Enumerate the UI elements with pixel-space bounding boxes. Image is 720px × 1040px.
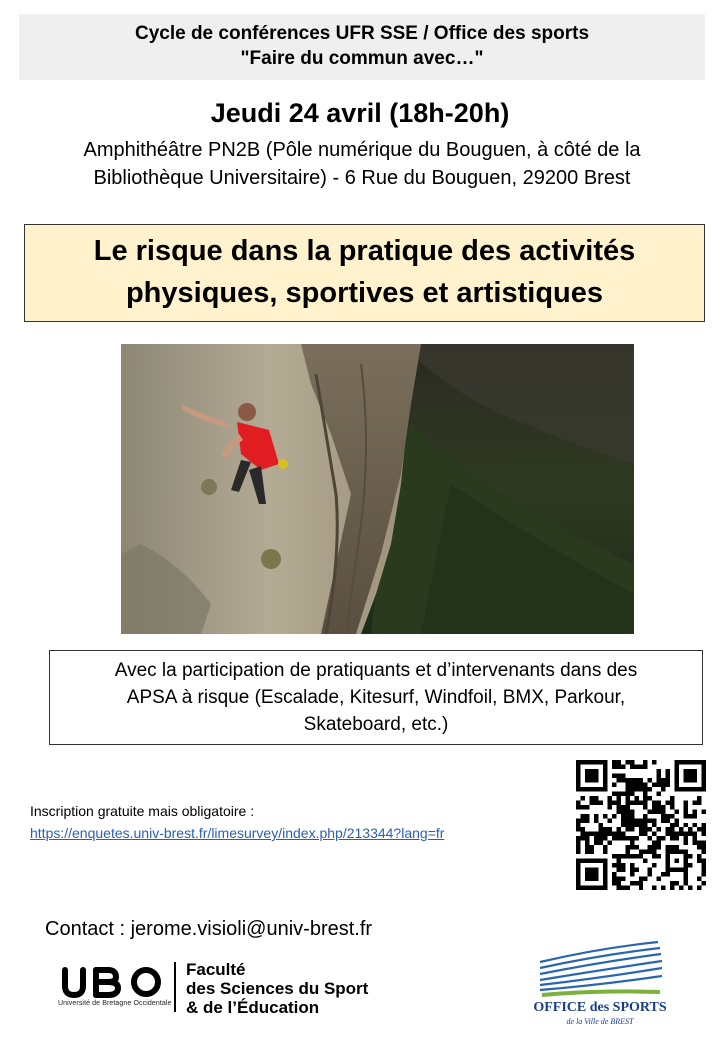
faculty-line-3: & de l’Éducation: [186, 998, 320, 1017]
inscription-info: [30, 800, 444, 844]
office-subtitle: de la Ville de BREST: [566, 1017, 634, 1026]
participation-box: [49, 650, 703, 745]
contact-info: Contact : jerome.visioli@univ-brest.fr: [45, 918, 373, 940]
event-venue: [20, 136, 704, 192]
event-date: Jeudi 24 avril (18h-20h): [210, 98, 510, 128]
header-line-1: Cycle de conférences UFR SSE / Office des sports: [134, 23, 590, 44]
title-line-1: Le risque dans la pratique des activités: [93, 235, 636, 267]
faculty-name: [186, 960, 368, 1017]
climber-photo-illustration: [121, 344, 634, 634]
participation-line-1: Avec la participation de pratiquants et d’intervenants dans des: [114, 660, 638, 681]
header-banner: [19, 14, 705, 80]
climber-photo: [121, 344, 634, 634]
qr-code-icon[interactable]: [576, 760, 706, 890]
faculty-line-1: Faculté: [186, 960, 246, 979]
header-line-2: "Faire du commun avec…": [240, 48, 484, 69]
ubo-subtitle: Université de Bretagne Occidentale: [58, 1000, 172, 1007]
inscription-label: Inscription gratuite mais obligatoire :: [30, 803, 255, 819]
participation-line-3: Skateboard, etc.): [303, 714, 449, 735]
title-line-2: physiques, sportives et artistiques: [125, 277, 604, 309]
inscription-link[interactable]: https://enquetes.univ-brest.fr/limesurvey/index.php/213344?lang=fr: [30, 825, 445, 841]
conference-title: [24, 224, 705, 322]
participation-line-2: APSA à risque (Escalade, Kitesurf, Windfoil, BMX, Parkour,: [126, 687, 626, 708]
logo-divider: [174, 962, 176, 1012]
office-name: OFFICE des SPORTS: [533, 1000, 667, 1015]
venue-line-2: Bibliothèque Universitaire) - 6 Rue du Bouguen, 29200 Brest: [93, 167, 631, 189]
faculty-line-2: des Sciences du Sport: [186, 979, 369, 998]
venue-line-1: Amphithéâtre PN2B (Pôle numérique du Bouguen, à côté de la: [83, 139, 641, 161]
